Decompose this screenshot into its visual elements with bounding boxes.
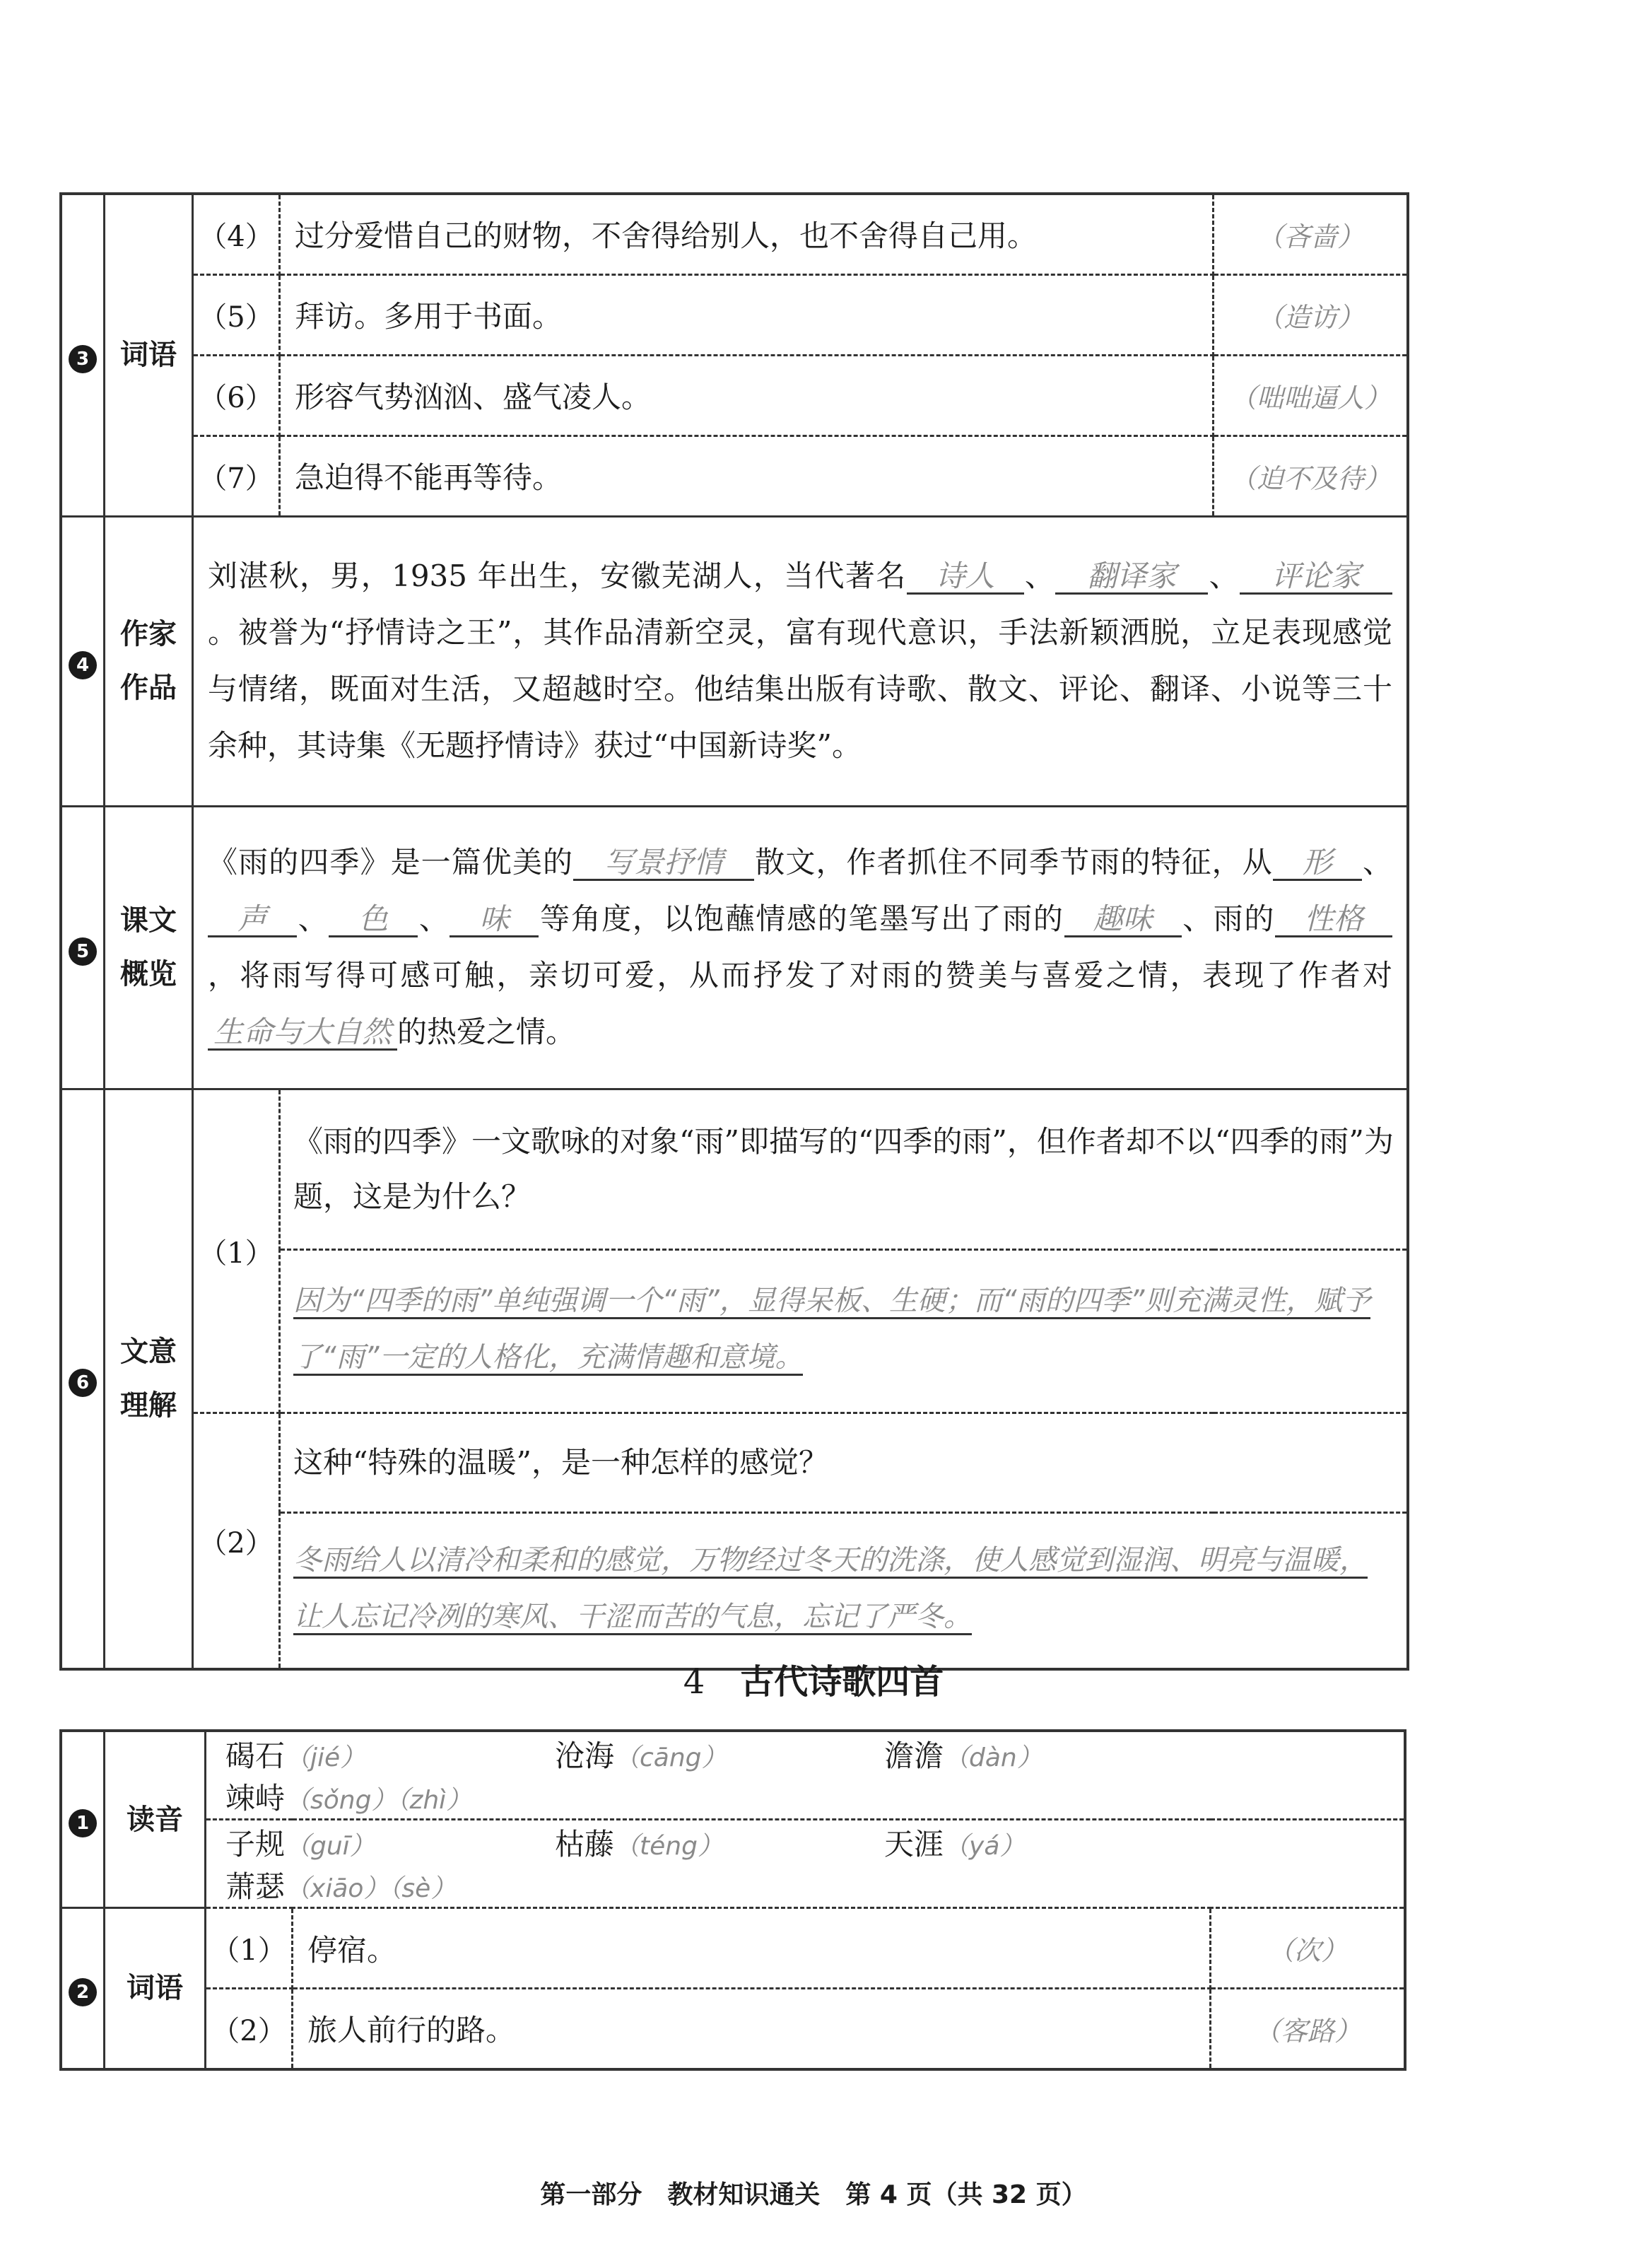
item-answer: （客路） <box>1211 1989 1406 2069</box>
section-3-label: 词语 <box>105 194 193 516</box>
section-3-number: 3 <box>61 194 105 516</box>
item-index: （6） <box>193 355 280 436</box>
fill-blank: 味 <box>450 903 539 937</box>
vocab-label: 词语 <box>105 1908 206 2069</box>
question-2-answer: 冬雨给人以清冷和柔和的感觉，万物经过冬天的洗涤，使人感觉到湿润、明亮与温暖，让人忘记冷冽的寒风、干涩而苦的气息，忘记了严冬。 <box>280 1512 1409 1669</box>
overview-paragraph: 《雨的四季》是一篇优美的 写景抒情 散文，作者抓住不同季节雨的特征，从 形 、声 、 色 、 味 等角度，以饱蘸情感的笔墨写出了雨的 趣味 、雨的 性格，将雨写得可感可触，亲切可爱，从而抒发了对雨的赞美与喜爱之情，表现了作者对生命与大自然 的热爱之情。 <box>193 806 1409 1089</box>
fill-blank: 形 <box>1273 846 1362 881</box>
fill-blank: 评论家 <box>1240 560 1392 595</box>
fill-blank: 色 <box>329 903 418 937</box>
item-index: （4） <box>193 194 280 274</box>
section-6-label: 文意 理解 <box>105 1089 193 1669</box>
pronunciation-number: 1 <box>61 1731 105 1908</box>
lesson-title: 4 古代诗歌四首 <box>683 1662 944 1702</box>
section-5-number: 5 <box>61 806 105 1089</box>
item-answer: （次） <box>1211 1908 1406 1989</box>
word-item: 天涯（yá） <box>884 1827 1026 1861</box>
item-answer: （迫不及待） <box>1214 436 1409 516</box>
item-definition: 旅人前行的路。 <box>293 1989 1211 2069</box>
question-2-index: （2） <box>193 1413 280 1669</box>
word-item: 萧瑟（xiāo）（sè） <box>225 1869 457 1904</box>
item-definition: 过分爱惜自己的财物，不舍得给别人，也不舍得自己用。 <box>280 194 1214 274</box>
fill-blank: 写景抒情 <box>573 846 754 881</box>
question-1-answer: 因为“四季的雨”单纯强调一个“雨”，显得呆板、生硬；而“雨的四季”则充满灵性，赋予了“雨”一定的人格化，充满情趣和意境。 <box>280 1249 1409 1413</box>
fill-blank: 翻译家 <box>1055 560 1208 595</box>
fill-blank: 生命与大自然 <box>208 1016 397 1051</box>
item-answer: （吝啬） <box>1214 194 1409 274</box>
fill-blank: 诗人 <box>907 560 1024 595</box>
item-index: （2） <box>206 1989 293 2069</box>
word-item: 子规（guī） <box>225 1827 375 1861</box>
question-1-text: 《雨的四季》一文歌咏的对象“雨”即描写的“四季的雨”，但作者却不以“四季的雨”为题，这是为什么？ <box>280 1089 1409 1249</box>
word-item: 枯藤（téng） <box>555 1827 723 1861</box>
vocab-number: 2 <box>61 1908 105 2069</box>
item-answer: （造访） <box>1214 274 1409 355</box>
section-6-number: 6 <box>61 1089 105 1669</box>
item-index: （7） <box>193 436 280 516</box>
fill-blank: 性格 <box>1275 903 1392 937</box>
question-1-index: （1） <box>193 1089 280 1413</box>
word-item: 澹澹（dàn） <box>884 1738 1042 1773</box>
author-paragraph: 刘湛秋，男，1935 年出生，安徽芜湖人，当代著名 诗人 、 翻译家 、 评论家。被誉为“抒情诗之王”，其作品清新空灵，富有现代意识，手法新颖洒脱，立足表现感觉与情绪，既面对生活，又超越时空。他结集出版有诗歌、散文、评论、翻译、小说等三十余种，其诗集《无题抒情诗》获过“中国新诗奖”。 <box>193 516 1409 806</box>
word-item: 竦峙（sǒng）（zhì） <box>225 1781 472 1816</box>
section-4-number: 4 <box>61 516 105 806</box>
item-answer: （咄咄逼人） <box>1214 355 1409 436</box>
section-4-label: 作家 作品 <box>105 516 193 806</box>
word-item: 碣石（jié） <box>225 1738 366 1773</box>
item-definition: 停宿。 <box>293 1908 1211 1989</box>
question-2-text: 这种“特殊的温暖”，是一种怎样的感觉？ <box>280 1413 1409 1512</box>
pronunciation-row-2 <box>206 1820 1406 1908</box>
fill-blank: 声 <box>208 903 297 937</box>
fill-blank: 趣味 <box>1064 903 1182 937</box>
item-index: （5） <box>193 274 280 355</box>
word-item: 沧海（cāng） <box>555 1738 727 1773</box>
item-definition: 急迫得不能再等待。 <box>280 436 1214 516</box>
page-footer: 第一部分 教材知识通关 第 4 页（共 32 页） <box>540 2180 1087 2209</box>
item-index: （1） <box>206 1908 293 1989</box>
knowledge-table-2 <box>59 1729 1406 2071</box>
knowledge-table-1 <box>59 192 1409 1671</box>
pronunciation-row-1 <box>206 1731 1406 1820</box>
item-definition: 拜访。多用于书面。 <box>280 274 1214 355</box>
pronunciation-label: 读音 <box>105 1731 206 1908</box>
section-5-label: 课文 概览 <box>105 806 193 1089</box>
item-definition: 形容气势汹汹、盛气凌人。 <box>280 355 1214 436</box>
